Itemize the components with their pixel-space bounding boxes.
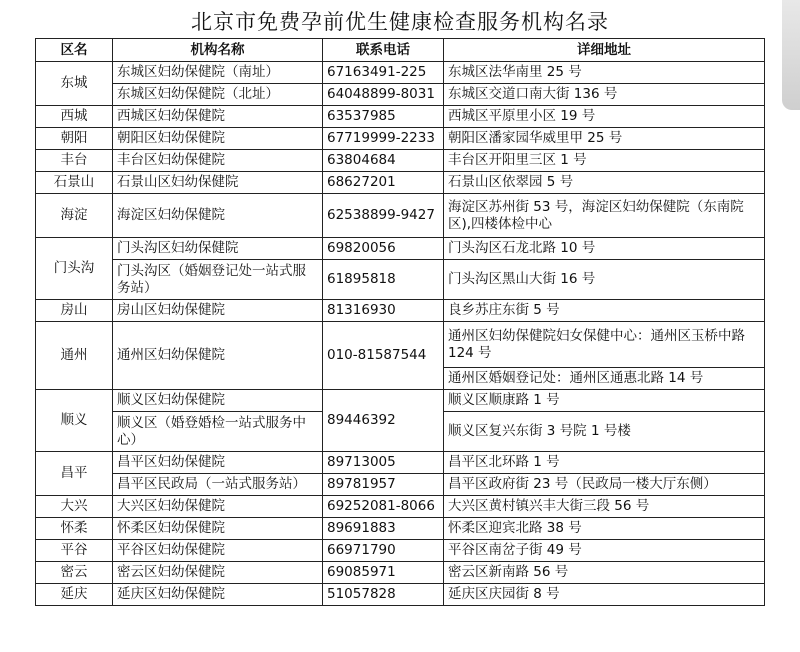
- address-cell: 丰台区开阳里三区 1 号: [444, 150, 765, 172]
- table-row: [36, 84, 765, 106]
- header-name: 机构名称: [113, 39, 323, 62]
- phone-cell: 67163491-225: [323, 62, 444, 84]
- table-row: [36, 128, 765, 150]
- address-cell: 大兴区黄村镇兴丰大街三段 56 号: [444, 496, 765, 518]
- address-cell: 顺义区复兴东街 3 号院 1 号楼: [444, 412, 765, 452]
- name-cell: 门头沟区妇幼保健院: [113, 238, 323, 260]
- phone-cell: 89691883: [323, 518, 444, 540]
- district-cell: 顺义: [36, 390, 113, 452]
- phone-cell: 62538899-9427: [323, 194, 444, 238]
- name-cell: 西城区妇幼保健院: [113, 106, 323, 128]
- district-cell: 石景山: [36, 172, 113, 194]
- phone-cell: 69252081-8066: [323, 496, 444, 518]
- name-cell: 丰台区妇幼保健院: [113, 150, 323, 172]
- name-cell: 平谷区妇幼保健院: [113, 540, 323, 562]
- header-address: 详细地址: [444, 39, 765, 62]
- phone-cell: 68627201: [323, 172, 444, 194]
- district-cell: 丰台: [36, 150, 113, 172]
- phone-cell: 66971790: [323, 540, 444, 562]
- table-row: [36, 562, 765, 584]
- district-cell: 密云: [36, 562, 113, 584]
- address-cell: 通州区妇幼保健院妇女保健中心：通州区玉桥中路 124 号: [444, 322, 765, 368]
- table-row: [36, 62, 765, 84]
- table-header-row: [36, 39, 765, 62]
- address-cell: 通州区婚姻登记处：通州区通惠北路 14 号: [444, 368, 765, 390]
- address-cell: 顺义区顺康路 1 号: [444, 390, 765, 412]
- table-row: [36, 540, 765, 562]
- name-cell: 昌平区民政局（一站式服务站）: [113, 474, 323, 496]
- name-cell: 海淀区妇幼保健院: [113, 194, 323, 238]
- table-row: [36, 260, 765, 300]
- address-cell: 门头沟区石龙北路 10 号: [444, 238, 765, 260]
- name-cell: 房山区妇幼保健院: [113, 300, 323, 322]
- name-cell: 昌平区妇幼保健院: [113, 452, 323, 474]
- table-row: [36, 390, 765, 412]
- district-cell: 通州: [36, 322, 113, 390]
- district-cell: 门头沟: [36, 238, 113, 300]
- address-cell: 密云区新南路 56 号: [444, 562, 765, 584]
- address-cell: 朝阳区潘家园华威里甲 25 号: [444, 128, 765, 150]
- header-phone: 联系电话: [323, 39, 444, 62]
- phone-cell: 64048899-8031: [323, 84, 444, 106]
- table-row: [36, 584, 765, 606]
- phone-cell: 51057828: [323, 584, 444, 606]
- district-cell: 昌平: [36, 452, 113, 496]
- name-cell: 大兴区妇幼保健院: [113, 496, 323, 518]
- phone-cell: 010-81587544: [323, 322, 444, 390]
- district-cell: 海淀: [36, 194, 113, 238]
- district-cell: 房山: [36, 300, 113, 322]
- table-row: [36, 452, 765, 474]
- district-cell: 平谷: [36, 540, 113, 562]
- table-row: [36, 474, 765, 496]
- phone-cell: 63804684: [323, 150, 444, 172]
- phone-cell: 89446392: [323, 390, 444, 452]
- table-row: [36, 518, 765, 540]
- table-row: [36, 106, 765, 128]
- document-title: 北京市免费孕前优生健康检查服务机构名录: [191, 10, 609, 34]
- phone-cell: 69820056: [323, 238, 444, 260]
- table-row: [36, 300, 765, 322]
- name-cell: 密云区妇幼保健院: [113, 562, 323, 584]
- name-cell: 延庆区妇幼保健院: [113, 584, 323, 606]
- district-cell: 朝阳: [36, 128, 113, 150]
- address-cell: 良乡苏庄东街 5 号: [444, 300, 765, 322]
- name-cell: 东城区妇幼保健院（北址）: [113, 84, 323, 106]
- address-cell: 平谷区南岔子街 49 号: [444, 540, 765, 562]
- address-cell: 石景山区依翠园 5 号: [444, 172, 765, 194]
- table-row: [36, 238, 765, 260]
- address-cell: 东城区交道口南大街 136 号: [444, 84, 765, 106]
- address-cell: 昌平区北环路 1 号: [444, 452, 765, 474]
- table-row: [36, 194, 765, 238]
- institution-table: [35, 38, 765, 606]
- table-row: [36, 172, 765, 194]
- district-cell: 延庆: [36, 584, 113, 606]
- district-cell: 大兴: [36, 496, 113, 518]
- phone-cell: 69085971: [323, 562, 444, 584]
- table-row: [36, 496, 765, 518]
- district-cell: 东城: [36, 62, 113, 106]
- phone-cell: 81316930: [323, 300, 444, 322]
- address-cell: 昌平区政府街 23 号（民政局一楼大厅东侧）: [444, 474, 765, 496]
- address-cell: 东城区法华南里 25 号: [444, 62, 765, 84]
- name-cell: 东城区妇幼保健院（南址）: [113, 62, 323, 84]
- name-cell: 门头沟区（婚姻登记处一站式服务站）: [113, 260, 323, 300]
- address-cell: 西城区平原里小区 19 号: [444, 106, 765, 128]
- table-row: [36, 150, 765, 172]
- phone-cell: 63537985: [323, 106, 444, 128]
- address-cell: 门头沟区黑山大街 16 号: [444, 260, 765, 300]
- address-cell: 海淀区苏州街 53 号，海淀区妇幼保健院（东南院区),四楼体检中心: [444, 194, 765, 238]
- name-cell: 通州区妇幼保健院: [113, 322, 323, 390]
- address-cell: 延庆区庆园街 8 号: [444, 584, 765, 606]
- phone-cell: 67719999-2233: [323, 128, 444, 150]
- header-district: 区名: [36, 39, 113, 62]
- district-cell: 西城: [36, 106, 113, 128]
- name-cell: 顺义区妇幼保健院: [113, 390, 323, 412]
- table-row: [36, 322, 765, 368]
- district-cell: 怀柔: [36, 518, 113, 540]
- address-cell: 怀柔区迎宾北路 38 号: [444, 518, 765, 540]
- phone-cell: 61895818: [323, 260, 444, 300]
- name-cell: 顺义区（婚登婚检一站式服务中心）: [113, 412, 323, 452]
- name-cell: 石景山区妇幼保健院: [113, 172, 323, 194]
- phone-cell: 89713005: [323, 452, 444, 474]
- name-cell: 朝阳区妇幼保健院: [113, 128, 323, 150]
- name-cell: 怀柔区妇幼保健院: [113, 518, 323, 540]
- phone-cell: 89781957: [323, 474, 444, 496]
